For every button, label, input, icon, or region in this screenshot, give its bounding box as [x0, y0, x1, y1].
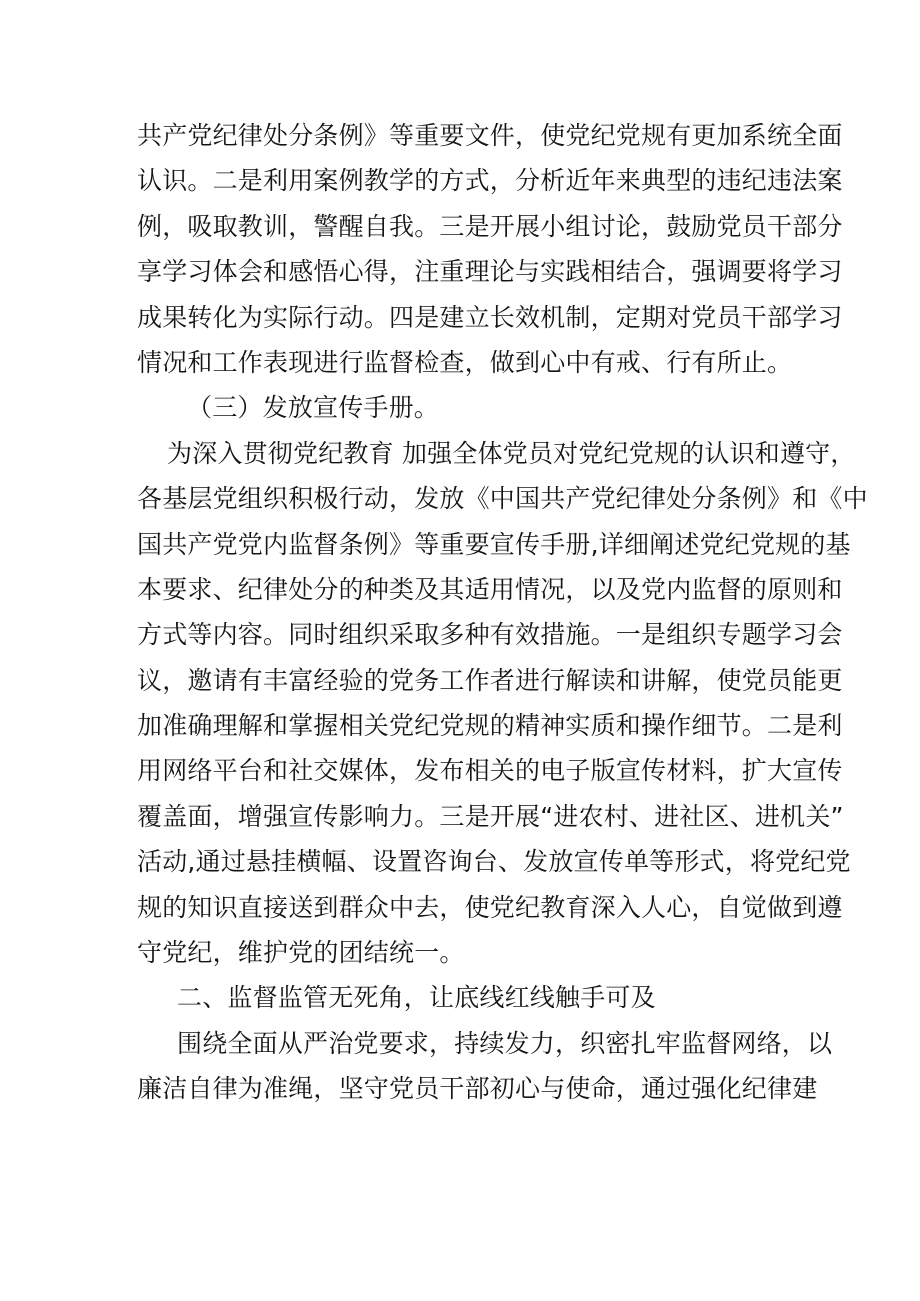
body-text-line: 覆盖面，增强宣传影响力。三是开展“进农村、进社区、进机关”: [137, 801, 844, 831]
body-text-line: 加准确理解和掌握相关党纪党规的精神实质和操作细节。二是利: [137, 711, 843, 741]
body-text-line: 本要求、纪律处分的种类及其适用情况，以及党内监督的原则和: [137, 574, 843, 604]
body-text-line: 活动,通过悬挂横幅、设置咨询台、发放宣传单等形式，将党纪党: [137, 847, 851, 877]
body-text-line: 共产党纪律处分条例》等重要文件，使党纪党规有更加系统全面: [137, 121, 843, 150]
body-text-line: 成果转化为实际行动。四是建立长效机制，定期对党员干部学习: [137, 302, 843, 332]
body-text-line: 享学习体会和感悟心得，注重理论与实践相结合，强调要将学习: [137, 257, 843, 287]
section-heading-2: 二、监督监管无死角，让底线红线触手可及: [177, 983, 656, 1013]
body-text-line: 方式等内容。同时组织采取多种有效措施。一是组织专题学习会: [137, 620, 843, 650]
body-text-line: 例，吸取教训，警醒自我。三是开展小组讨论，鼓励党员干部分: [137, 211, 843, 241]
body-text-line: 守党纪，维护党的团结统一。: [137, 938, 465, 968]
body-text-line: 议，邀请有丰富经验的党务工作者进行解读和讲解，使党员能更: [137, 665, 843, 695]
body-text-line: 情况和工作表现进行监督检查，做到心中有戒、行有所止。: [137, 347, 793, 377]
body-text-line: 廉洁自律为准绳，坚守党员干部初心与使命，通过强化纪律建: [137, 1074, 818, 1104]
body-text-line: 认识。二是利用案例教学的方式，分析近年来典型的违纪违法案: [137, 166, 843, 196]
document-body: [137, 113, 868, 1112]
body-text-line: 为深入贯彻党纪教育 加强全体党员对党纪党规的认识和遵守，: [167, 438, 856, 468]
body-text-line: 用网络平台和社交媒体，发布相关的电子版宣传材料，扩大宣传: [137, 756, 843, 786]
body-text-line: 国共产党党内监督条例》等重要宣传手册,详细阐述党纪党规的基: [137, 529, 851, 559]
section-heading-3: （三）发放宣传手册。: [187, 393, 440, 423]
body-text-line: 规的知识直接送到群众中去，使党纪教育深入人心，自觉做到遵: [137, 892, 843, 922]
body-text-line: 各基层党组织积极行动，发放《中国共产党纪律处分条例》和《中: [137, 484, 868, 514]
body-text-line: 围绕全面从严治党要求，持续发力，织密扎牢监督网络，以: [177, 1028, 833, 1058]
